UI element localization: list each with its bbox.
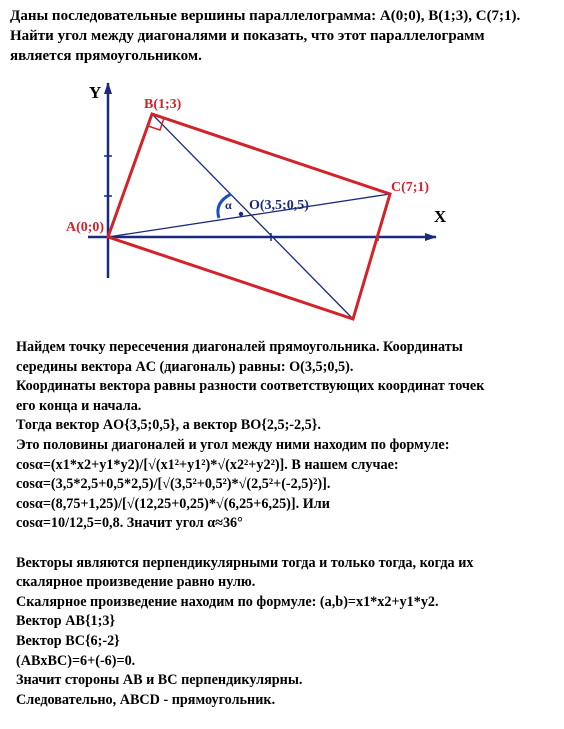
solution-line: Найдем точку пересечения диагоналей прямоугольника. Координаты bbox=[16, 339, 463, 355]
solution-line: Координаты вектора равны разности соответствующих координат точек bbox=[16, 378, 485, 395]
paragraph-gap bbox=[16, 534, 556, 554]
diagonal-bd bbox=[152, 114, 353, 319]
solution-line: (ABxBC)=6+(-6)=0. bbox=[16, 652, 136, 669]
point-b-label: B(1;3) bbox=[144, 97, 182, 112]
solution-line: cosα=10/12,5=0,8. Значит угол α≈36° bbox=[16, 515, 243, 532]
rectangle-abcd bbox=[108, 114, 390, 319]
point-a-label: A(0;0) bbox=[66, 220, 105, 235]
solution-line: скалярное произведение равно нулю. bbox=[16, 574, 256, 591]
solution-line: Векторы являются перпендикулярными тогда и только тогда, когда их bbox=[16, 554, 474, 571]
solution-line: cosα=(3,5*2,5+0,5*2,5)/[√(3,5²+0,5²)*√(2,5²+(-2,5)²)]. bbox=[16, 476, 331, 493]
solution-line: cosα=(8,75+1,25)/[√(12,25+0,25)*√(6,25+6,25)]. Или bbox=[16, 495, 330, 512]
problem-line: Найти угол между диагоналями и показать, что этот параллелограмм bbox=[10, 28, 485, 44]
axis-x-label: X bbox=[434, 207, 447, 226]
point-o-label: O(3,5;0,5) bbox=[249, 198, 309, 213]
solution-line: середины вектора AC (диагональ) равны: O(3,5;0,5). bbox=[16, 358, 354, 375]
angle-label: α bbox=[225, 198, 232, 212]
problem-line: является прямоугольником. bbox=[10, 48, 202, 64]
solution-line: Тогда вектор AO{3,5;0,5}, а вектор BO{2,5;-2,5}. bbox=[16, 417, 321, 434]
solution-line: cosα=(x1*x2+y1*y2)/[√(x1²+y1²)*√(x2²+y2²)]. В нашем случае: bbox=[16, 456, 399, 473]
parallelogram-diagram bbox=[0, 70, 564, 332]
problem-line: Даны последовательные вершины параллелограмма: A(0;0), B(1;3), C(7;1). bbox=[10, 8, 521, 24]
solution-line: Следовательно, ABCD - прямоугольник. bbox=[16, 691, 276, 708]
solution-line: Это половины диагоналей и угол между ними находим по формуле: bbox=[16, 436, 450, 453]
point-o bbox=[239, 212, 243, 216]
solution-line: Скалярное произведение находим по формуле: (a,b)=x1*x2+y1*y2. bbox=[16, 593, 439, 610]
solution-line: Вектор AB{1;3} bbox=[16, 613, 116, 630]
solution-text bbox=[16, 338, 556, 710]
solution-line: Вектор BC{6;-2} bbox=[16, 632, 120, 649]
point-c-label: C(7;1) bbox=[391, 180, 430, 195]
axis-ticks bbox=[104, 156, 378, 241]
solution-line: Значит стороны AB и BC перпендикулярны. bbox=[16, 672, 303, 689]
problem-statement bbox=[10, 6, 558, 66]
solution-line: его конца и начала. bbox=[16, 397, 142, 414]
axis-y-label: Y bbox=[89, 83, 102, 102]
